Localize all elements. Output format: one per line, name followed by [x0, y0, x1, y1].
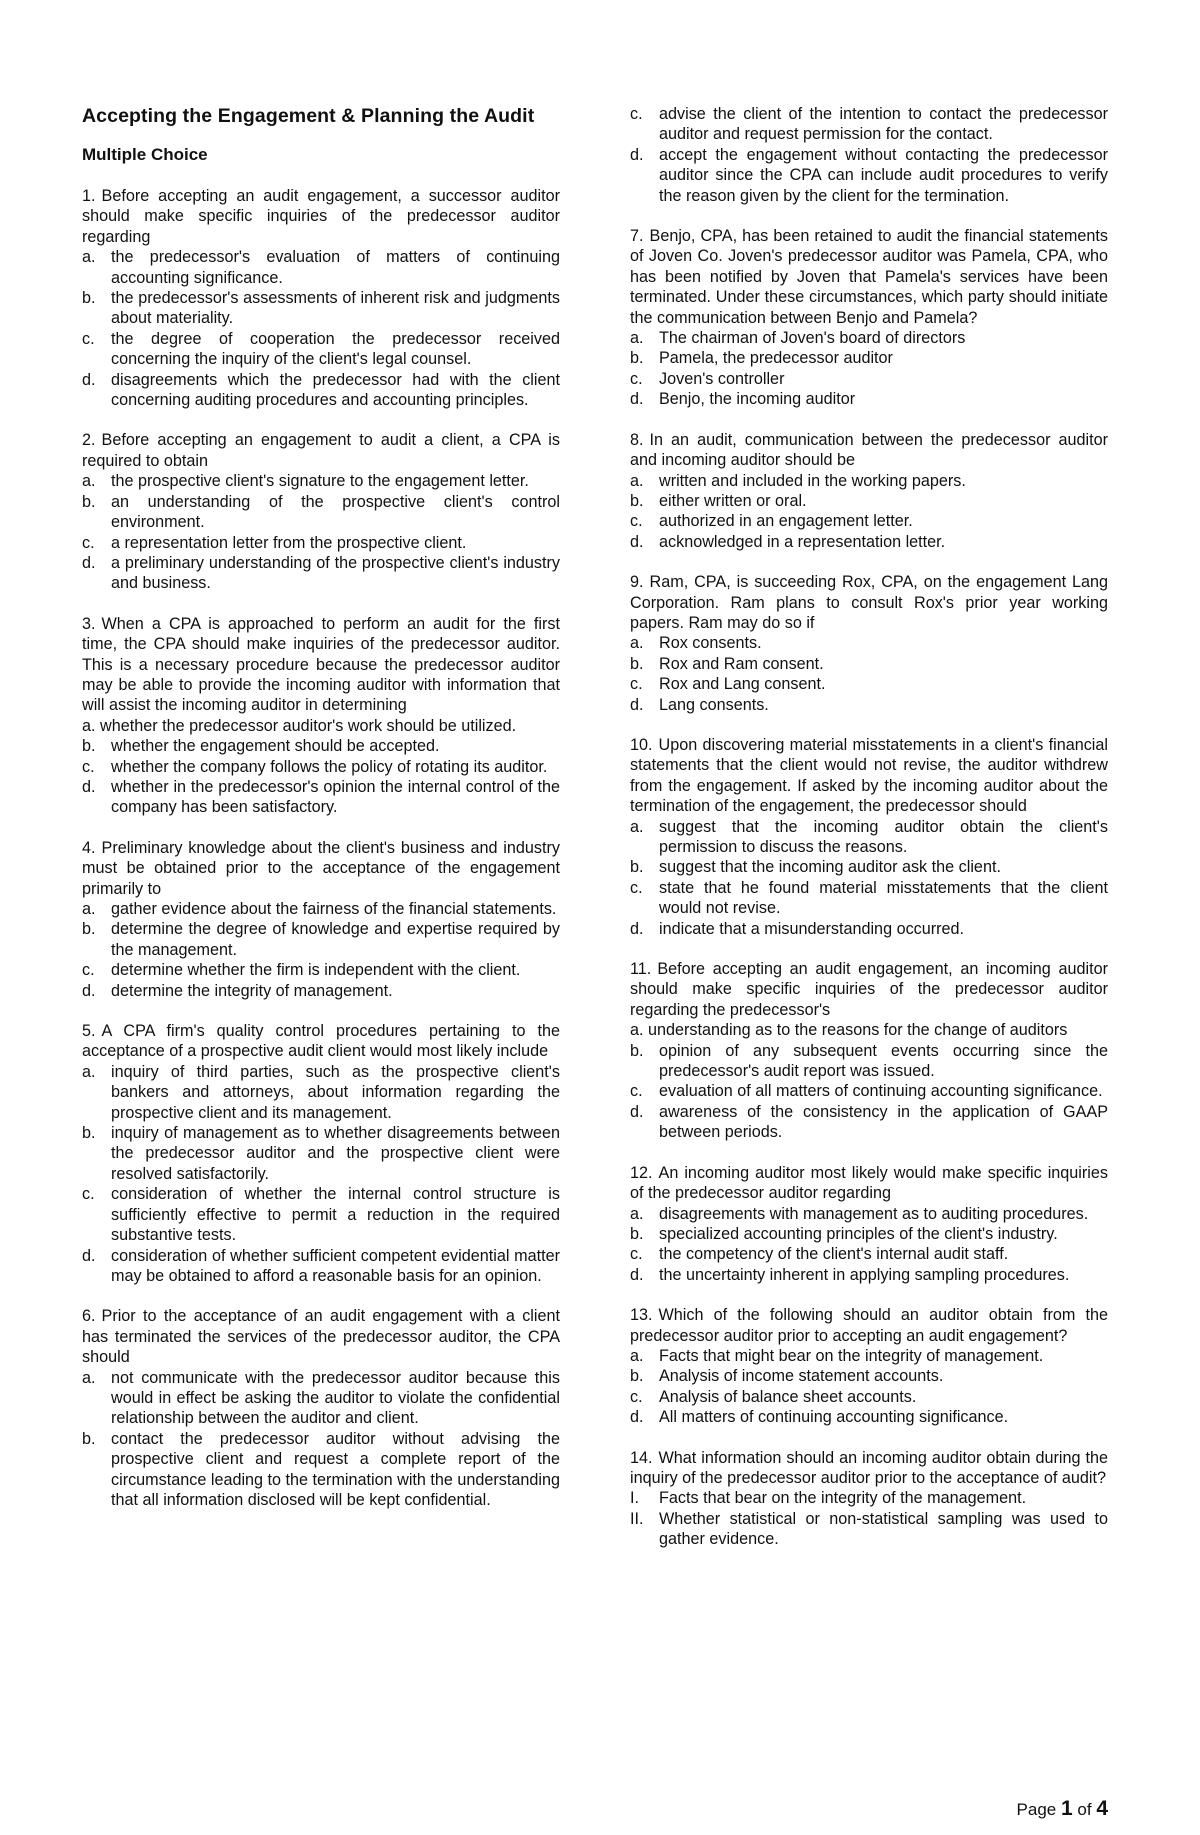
option-text: whether the company follows the policy of rotating its auditor.: [111, 757, 548, 776]
question-stem: [630, 1448, 1108, 1489]
question-stem: [82, 1021, 560, 1062]
option-letter: d.: [82, 370, 96, 389]
option-text: inquiry of management as to whether disagreements between the predecessor auditor and the prospective client were resolved satisfactorily.: [111, 1124, 560, 1183]
option-text: suggest that the incoming auditor obtain the client's permission to discuss the reasons.: [659, 817, 1108, 856]
option-letter: b.: [82, 492, 96, 511]
option-text: a representation letter from the prospective client.: [111, 533, 467, 552]
question-stem: [630, 226, 1108, 328]
answer-option: [82, 1184, 560, 1245]
option-letter: d.: [630, 532, 644, 551]
option-letter: c.: [82, 757, 95, 776]
question-item: [630, 959, 1108, 1143]
question-number: 9.: [630, 573, 644, 592]
answer-option: [630, 1366, 1108, 1386]
option-letter: II.: [630, 1509, 644, 1528]
option-text: either written or oral.: [659, 491, 807, 510]
page-number: 1: [1060, 1797, 1073, 1820]
option-letter: b.: [630, 349, 644, 368]
question-item: [82, 1021, 560, 1286]
question-item: [82, 430, 560, 593]
answer-option: [82, 329, 560, 370]
option-letter: a.: [630, 1021, 644, 1040]
option-letter: a.: [630, 817, 644, 836]
option-text: authorized in an engagement letter.: [659, 512, 913, 531]
option-letter: c.: [630, 512, 643, 531]
question-stem: [630, 1305, 1108, 1346]
answer-option: [630, 817, 1108, 858]
answer-option: [630, 1041, 1108, 1082]
option-text: gather evidence about the fairness of the financial statements.: [111, 900, 557, 918]
question-stem: [82, 614, 560, 716]
option-text: Lang consents.: [659, 695, 769, 714]
option-letter: d.: [82, 553, 96, 572]
answer-option: [630, 389, 1108, 409]
option-text: specialized accounting principles of the client's industry.: [659, 1224, 1058, 1243]
document-title: Accepting the Engagement & Planning the Audit: [82, 105, 535, 127]
answer-option: [630, 857, 1108, 877]
question-stem: [630, 572, 1108, 633]
option-text: inquiry of third parties, such as the prospective client's bankers and attorneys, about information regarding the prospective client and its management.: [111, 1062, 560, 1122]
question-text: Which of the following should an auditor obtain from the predecessor auditor prior to accepting an audit engagement?: [630, 1306, 1108, 1345]
option-text: determine the integrity of management.: [111, 981, 393, 1000]
option-text: Analysis of balance sheet accounts.: [659, 1387, 917, 1406]
answer-option: [630, 1204, 1108, 1224]
right-question-list: [630, 104, 1108, 1550]
option-text: the competency of the client's internal audit staff.: [659, 1245, 1009, 1264]
page-total: 4: [1096, 1797, 1108, 1820]
answer-option: [630, 145, 1108, 206]
answer-option: [82, 288, 560, 329]
question-item: [630, 226, 1108, 410]
option-text: a preliminary understanding of the prospective client's industry and business.: [111, 553, 560, 593]
option-letter: d.: [82, 1246, 96, 1265]
option-text: acknowledged in a representation letter.: [659, 532, 946, 551]
option-text: understanding as to the reasons for the change of auditors: [648, 1021, 1068, 1040]
option-letter: b.: [82, 289, 96, 308]
answer-option: [630, 633, 1108, 653]
answer-option: [82, 716, 560, 736]
option-text: disagreements with management as to auditing procedures.: [659, 1204, 1089, 1223]
option-letter: c.: [630, 369, 643, 388]
option-text: contact the predecessor auditor without advising the prospective client and request a complete report of the circumstance leading to the termination with the understanding that all information disclosed will be kept confidential.: [111, 1429, 561, 1509]
option-letter: d.: [630, 1265, 644, 1284]
option-text: the predecessor's assessments of inherent risk and judgments about materiality.: [111, 289, 560, 328]
option-letter: a.: [82, 900, 96, 918]
question-number: 8.: [630, 430, 644, 449]
question-stem: [82, 430, 560, 471]
option-letter: b.: [82, 737, 96, 756]
option-text: the prospective client's signature to the engagement letter.: [111, 472, 529, 491]
answer-option: [82, 370, 560, 411]
question-stem: [82, 1306, 560, 1367]
left-column: [82, 104, 560, 1530]
option-letter: a.: [82, 1368, 96, 1387]
option-letter: d.: [630, 1102, 644, 1121]
answer-option: [630, 695, 1108, 715]
question-number: 10.: [630, 735, 653, 754]
option-letter: c.: [82, 329, 95, 348]
answer-option: [82, 899, 560, 919]
option-text: whether in the predecessor's opinion the internal control of the company has been satisfactory.: [111, 777, 560, 817]
answer-option: [82, 471, 560, 491]
question-number: 2.: [82, 431, 96, 450]
question-item: [630, 1163, 1108, 1285]
question-text: A CPA firm's quality control procedures pertaining to the acceptance of a prospective audit client would most likely include: [82, 1022, 560, 1061]
answer-option: [630, 654, 1108, 674]
question-number: 5.: [82, 1022, 96, 1041]
answer-option: [82, 1062, 560, 1123]
answer-option: [82, 1246, 560, 1287]
option-letter: d.: [630, 919, 644, 938]
option-letter: b.: [630, 1041, 644, 1060]
answer-option: [82, 533, 560, 553]
answer-option: [82, 736, 560, 756]
option-text: the predecessor's evaluation of matters of continuing accounting significance.: [111, 248, 560, 287]
option-letter: d.: [82, 981, 96, 1000]
option-text: All matters of continuing accounting significance.: [659, 1408, 1009, 1427]
option-letter: b.: [630, 491, 644, 510]
question-number: 12.: [630, 1163, 653, 1182]
option-letter: d.: [630, 1408, 644, 1427]
option-letter: a.: [82, 248, 96, 267]
option-letter: a.: [82, 472, 96, 491]
question-text: In an audit, communication between the predecessor auditor and incoming auditor should be: [630, 430, 1108, 470]
question-text: Prior to the acceptance of an audit engagement with a client has terminated the services of the predecessor auditor, the CPA should: [82, 1307, 560, 1367]
option-letter: a.: [630, 634, 644, 653]
option-text: whether the engagement should be accepted.: [111, 737, 440, 756]
question-item: [630, 735, 1108, 939]
answer-option: [630, 1020, 1108, 1040]
option-letter: c.: [630, 1082, 643, 1101]
answer-option: [630, 1509, 1108, 1550]
answer-option: [630, 1346, 1108, 1366]
question-number: 1.: [82, 187, 96, 205]
option-letter: a.: [82, 1062, 96, 1081]
option-text: an understanding of the prospective client's control environment.: [111, 492, 560, 532]
option-letter: d.: [82, 777, 96, 796]
option-text: consideration of whether the internal control structure is sufficiently effective to permit a reduction in the required substantive tests.: [111, 1185, 560, 1245]
option-letter: a.: [630, 1204, 644, 1223]
section-heading: Multiple Choice: [82, 145, 208, 164]
question-text: What information should an incoming auditor obtain during the inquiry of the predecessor auditor prior to the acceptance of audit?: [630, 1448, 1108, 1487]
question-item: [82, 838, 560, 1001]
option-text: state that he found material misstatements that the client would not revise.: [659, 878, 1108, 918]
option-text: The chairman of Joven's board of directors: [659, 329, 966, 348]
question-item: [630, 104, 1108, 206]
question-item: [630, 430, 1108, 552]
option-letter: d.: [630, 695, 644, 714]
option-text: Joven's controller: [659, 369, 785, 388]
answer-option: [630, 1102, 1108, 1143]
answer-option: [630, 471, 1108, 491]
page-footer: [1017, 1797, 1108, 1821]
page-label: Page: [1016, 1800, 1057, 1819]
option-text: written and included in the working papers.: [659, 471, 966, 490]
option-text: Pamela, the predecessor auditor: [659, 349, 893, 368]
question-stem: [630, 959, 1108, 1020]
question-stem: [82, 186, 560, 247]
option-letter: b.: [82, 920, 96, 939]
option-letter: I.: [630, 1489, 639, 1508]
option-text: Analysis of income statement accounts.: [659, 1367, 944, 1386]
answer-option: [630, 369, 1108, 389]
option-letter: d.: [630, 145, 644, 164]
answer-option: [630, 511, 1108, 531]
option-letter: a.: [630, 471, 644, 490]
option-text: suggest that the incoming auditor ask the client.: [659, 858, 1001, 877]
option-text: whether the predecessor auditor's work should be utilized.: [100, 716, 517, 735]
question-stem: [630, 1163, 1108, 1204]
option-letter: c.: [82, 961, 95, 980]
option-letter: c.: [82, 533, 95, 552]
option-text: not communicate with the predecessor auditor because this would in effect be asking the auditor to violate the confidential relationship between the auditor and client.: [111, 1368, 560, 1428]
option-letter: b.: [630, 1367, 644, 1386]
answer-option: [82, 919, 560, 960]
question-number: 6.: [82, 1307, 96, 1326]
option-letter: c.: [630, 675, 643, 694]
answer-option: [630, 1265, 1108, 1285]
answer-option: [82, 1429, 560, 1511]
option-text: the uncertainty inherent in applying sampling procedures.: [659, 1265, 1070, 1284]
option-text: Facts that bear on the integrity of the management.: [659, 1489, 1027, 1508]
option-text: consideration of whether sufficient competent evidential matter may be obtained to afford a reasonable basis for an opinion.: [111, 1246, 560, 1285]
question-text: Before accepting an audit engagement, an incoming auditor should make specific inquiries of the predecessor auditor regarding the predecessor's: [630, 960, 1108, 1019]
question-text: Before accepting an audit engagement, a successor auditor should make specific inquiries of the predecessor auditor regarding: [82, 187, 560, 246]
option-text: the degree of cooperation the predecessor received concerning the inquiry of the client's legal counsel.: [111, 329, 560, 369]
answer-option: [630, 919, 1108, 939]
option-text: Rox and Ram consent.: [659, 654, 824, 673]
answer-option: [630, 491, 1108, 511]
question-item: [630, 572, 1108, 715]
option-text: indicate that a misunderstanding occurred.: [659, 919, 965, 938]
option-letter: a.: [630, 1346, 644, 1365]
question-text: Ram, CPA, is succeeding Rox, CPA, on the engagement Lang Corporation. Ram plans to consult Rox's prior year working papers. Ram may do so if: [630, 573, 1108, 632]
question-text: Benjo, CPA, has been retained to audit the financial statements of Joven Co. Joven's predecessor auditor was Pamela, CPA, who has been notified by Joven that Pamela's services have been terminated. Under these circumstances, which party should initiate the communication between Benjo and Pamela?: [630, 227, 1108, 327]
option-text: Facts that might bear on the integrity of management.: [659, 1346, 1044, 1365]
answer-option: [82, 757, 560, 777]
answer-option: [630, 878, 1108, 919]
question-number: 13.: [630, 1306, 653, 1325]
option-text: Rox and Lang consent.: [659, 675, 826, 694]
answer-option: [82, 492, 560, 533]
question-number: 4.: [82, 838, 96, 857]
answer-option: [82, 1368, 560, 1429]
question-text: Before accepting an engagement to audit a client, a CPA is required to obtain: [82, 431, 560, 470]
answer-option: [82, 247, 560, 288]
answer-option: [630, 1244, 1108, 1264]
answer-option: [630, 1081, 1108, 1101]
option-letter: b.: [630, 1224, 644, 1243]
option-text: Rox consents.: [659, 634, 762, 653]
option-text: awareness of the consistency in the application of GAAP between periods.: [659, 1102, 1108, 1142]
answer-option: [630, 328, 1108, 348]
answer-option: [82, 981, 560, 1001]
option-letter: a.: [82, 716, 96, 735]
answer-option: [630, 1488, 1108, 1508]
answer-option: [630, 1407, 1108, 1427]
answer-option: [630, 104, 1108, 145]
answer-option: [82, 1123, 560, 1184]
answer-option: [630, 674, 1108, 694]
question-text: Preliminary knowledge about the client's business and industry must be obtained prior to the acceptance of the engagement primarily to: [82, 838, 560, 898]
right-column: [630, 104, 1108, 1570]
option-letter: b.: [630, 858, 644, 877]
option-letter: b.: [630, 654, 644, 673]
question-item: [82, 614, 560, 818]
option-letter: c.: [630, 1245, 643, 1264]
option-text: accept the engagement without contacting the predecessor auditor since the CPA can include audit procedures to verify the reason given by the client for the termination.: [659, 145, 1108, 205]
option-letter: a.: [630, 329, 644, 348]
option-text: Benjo, the incoming auditor: [659, 390, 856, 409]
question-text: When a CPA is approached to perform an audit for the first time, the CPA should make inquiries of the predecessor auditor. This is a necessary procedure because the predecessor auditor may be able to provide the incoming auditor with information that will assist the incoming auditor in determining: [82, 614, 560, 715]
answer-option: [630, 348, 1108, 368]
question-item: [82, 1306, 560, 1510]
question-stem: [630, 735, 1108, 817]
question-number: 7.: [630, 227, 644, 246]
page-of-label: of: [1077, 1800, 1092, 1819]
question-number: 3.: [82, 614, 96, 633]
answer-option: [82, 960, 560, 980]
option-letter: b.: [82, 1429, 96, 1448]
option-text: opinion of any subsequent events occurring since the predecessor's audit report was issued.: [659, 1041, 1108, 1081]
question-stem: [630, 430, 1108, 471]
option-text: advise the client of the intention to contact the predecessor auditor and request permission for the contact.: [659, 105, 1108, 144]
left-question-list: [82, 186, 560, 1510]
question-item: [82, 186, 560, 410]
question-number: 11.: [630, 960, 652, 979]
option-text: determine the degree of knowledge and expertise required by the management.: [111, 920, 560, 959]
option-text: Whether statistical or non-statistical sampling was used to gather evidence.: [659, 1509, 1108, 1549]
option-letter: d.: [630, 390, 644, 409]
option-text: determine whether the firm is independent with the client.: [111, 961, 521, 980]
answer-option: [630, 1387, 1108, 1407]
question-number: 14.: [630, 1448, 653, 1467]
question-item: [630, 1448, 1108, 1550]
option-letter: c.: [82, 1185, 95, 1204]
question-text: Upon discovering material misstatements in a client's financial statements that the client would not revise, the auditor withdrew from the engagement. If asked by the incoming auditor about the termination of the engagement, the predecessor should: [630, 735, 1108, 816]
option-text: evaluation of all matters of continuing accounting significance.: [659, 1082, 1103, 1101]
question-stem: [82, 838, 560, 899]
option-letter: c.: [630, 878, 643, 897]
question-text: An incoming auditor most likely would make specific inquiries of the predecessor auditor regarding: [630, 1163, 1108, 1203]
option-letter: b.: [82, 1124, 96, 1143]
option-text: disagreements which the predecessor had with the client concerning auditing procedures and accounting principles.: [111, 370, 560, 410]
question-item: [630, 1305, 1108, 1427]
option-letter: c.: [630, 1387, 643, 1406]
answer-option: [82, 777, 560, 818]
answer-option: [630, 1224, 1108, 1244]
answer-option: [82, 553, 560, 594]
option-letter: c.: [630, 105, 643, 123]
answer-option: [630, 532, 1108, 552]
